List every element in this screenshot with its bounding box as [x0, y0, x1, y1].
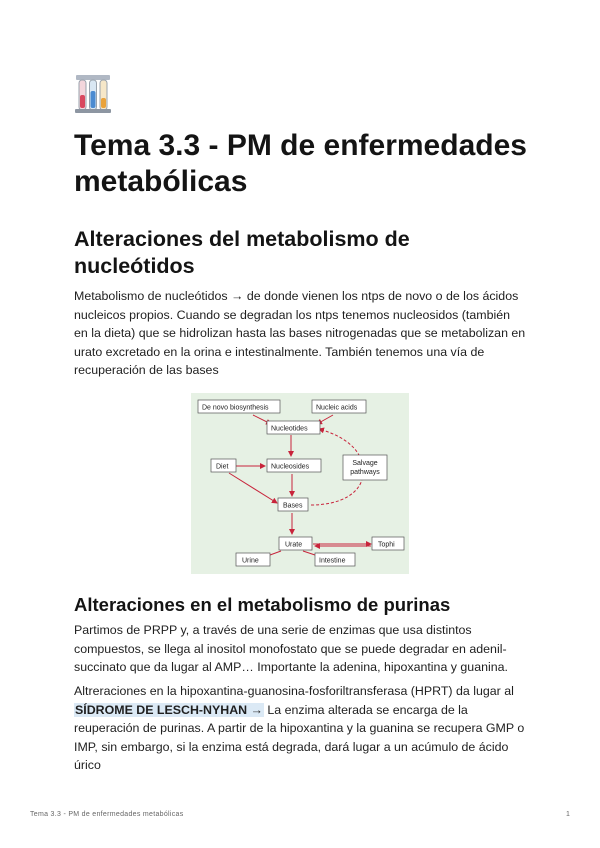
- diagram-label-bases: Bases: [283, 502, 303, 510]
- highlight-lesch-nyhan: SÍDROME DE LESCH-NYHAN →: [75, 702, 263, 717]
- diagram-label-nucleic-acids: Nucleic acids: [316, 404, 358, 412]
- diagram-label-salvage: Salvage: [352, 460, 378, 467]
- nucleotide-metabolism-diagram: [191, 393, 409, 574]
- paragraph-lesch-nyhan: [74, 682, 526, 775]
- section-heading-purines: Alteraciones en el metabolismo de purinas: [74, 594, 451, 615]
- diagram-label-nucleotides: Nucleotides: [271, 425, 308, 433]
- diagram-label-intestine: Intestine: [319, 557, 346, 565]
- paragraph-text-before: Altreraciones en la hipoxantina-guanosina-fosforiltransferasa (HPRT) da lugar al: [74, 684, 514, 698]
- section-heading-nucleotides: Alteraciones del metabolismo de nucleótidos: [74, 227, 410, 278]
- paragraph-text-after: La enzima alterada se encarga de la reuperación de purinas. A partir de la hipoxantina y la guanina se recupera GMP o IMP, sin embargo, si la enzima está degrada, dará lugar a un acúmulo de ácido úrico: [74, 702, 525, 773]
- diagram-label-urate: Urate: [285, 541, 303, 549]
- footer-document-title: Tema 3.3 - PM de enfermedades metabólicas: [30, 811, 184, 818]
- diagram-label-diet: Diet: [216, 463, 229, 471]
- page-emoji-icon: [74, 73, 112, 115]
- diagram-label-nucleosides: Nucleosides: [271, 463, 310, 471]
- page-title: Tema 3.3 - PM de enfermedades metabólicas: [74, 129, 527, 198]
- diagram-label-urine: Urine: [242, 557, 259, 565]
- paragraph-nucleotide-metabolism: Metabolismo de nucleótidos → de donde vienen los ntps de novo o de los ácidos nucleicos propios. Cuando se degradan los ntps tenemos nucleosidos (también en la dieta) que se hidrolizan hasta las bases nitrogenadas que se metabolizan en urato excretado en la orina e intestinalmente. También tenemos una vía de recuperación de las bases: [74, 289, 526, 378]
- footer-page-number: 1: [566, 811, 570, 818]
- diagram-label-tophi: Tophi: [378, 541, 395, 549]
- paragraph-purine-metabolism: Partimos de PRPP y, a través de una serie de enzimas que usa distintos compuestos, se llega al inositol monofostato que se puede degradar en adenil-succinato que da lugar al AMP… Importante la adenina, hipoxantina y guanina.: [74, 623, 508, 675]
- diagram-label-de-novo: De novo biosynthesis: [202, 404, 269, 412]
- diagram-label-pathways: pathways: [350, 469, 380, 476]
